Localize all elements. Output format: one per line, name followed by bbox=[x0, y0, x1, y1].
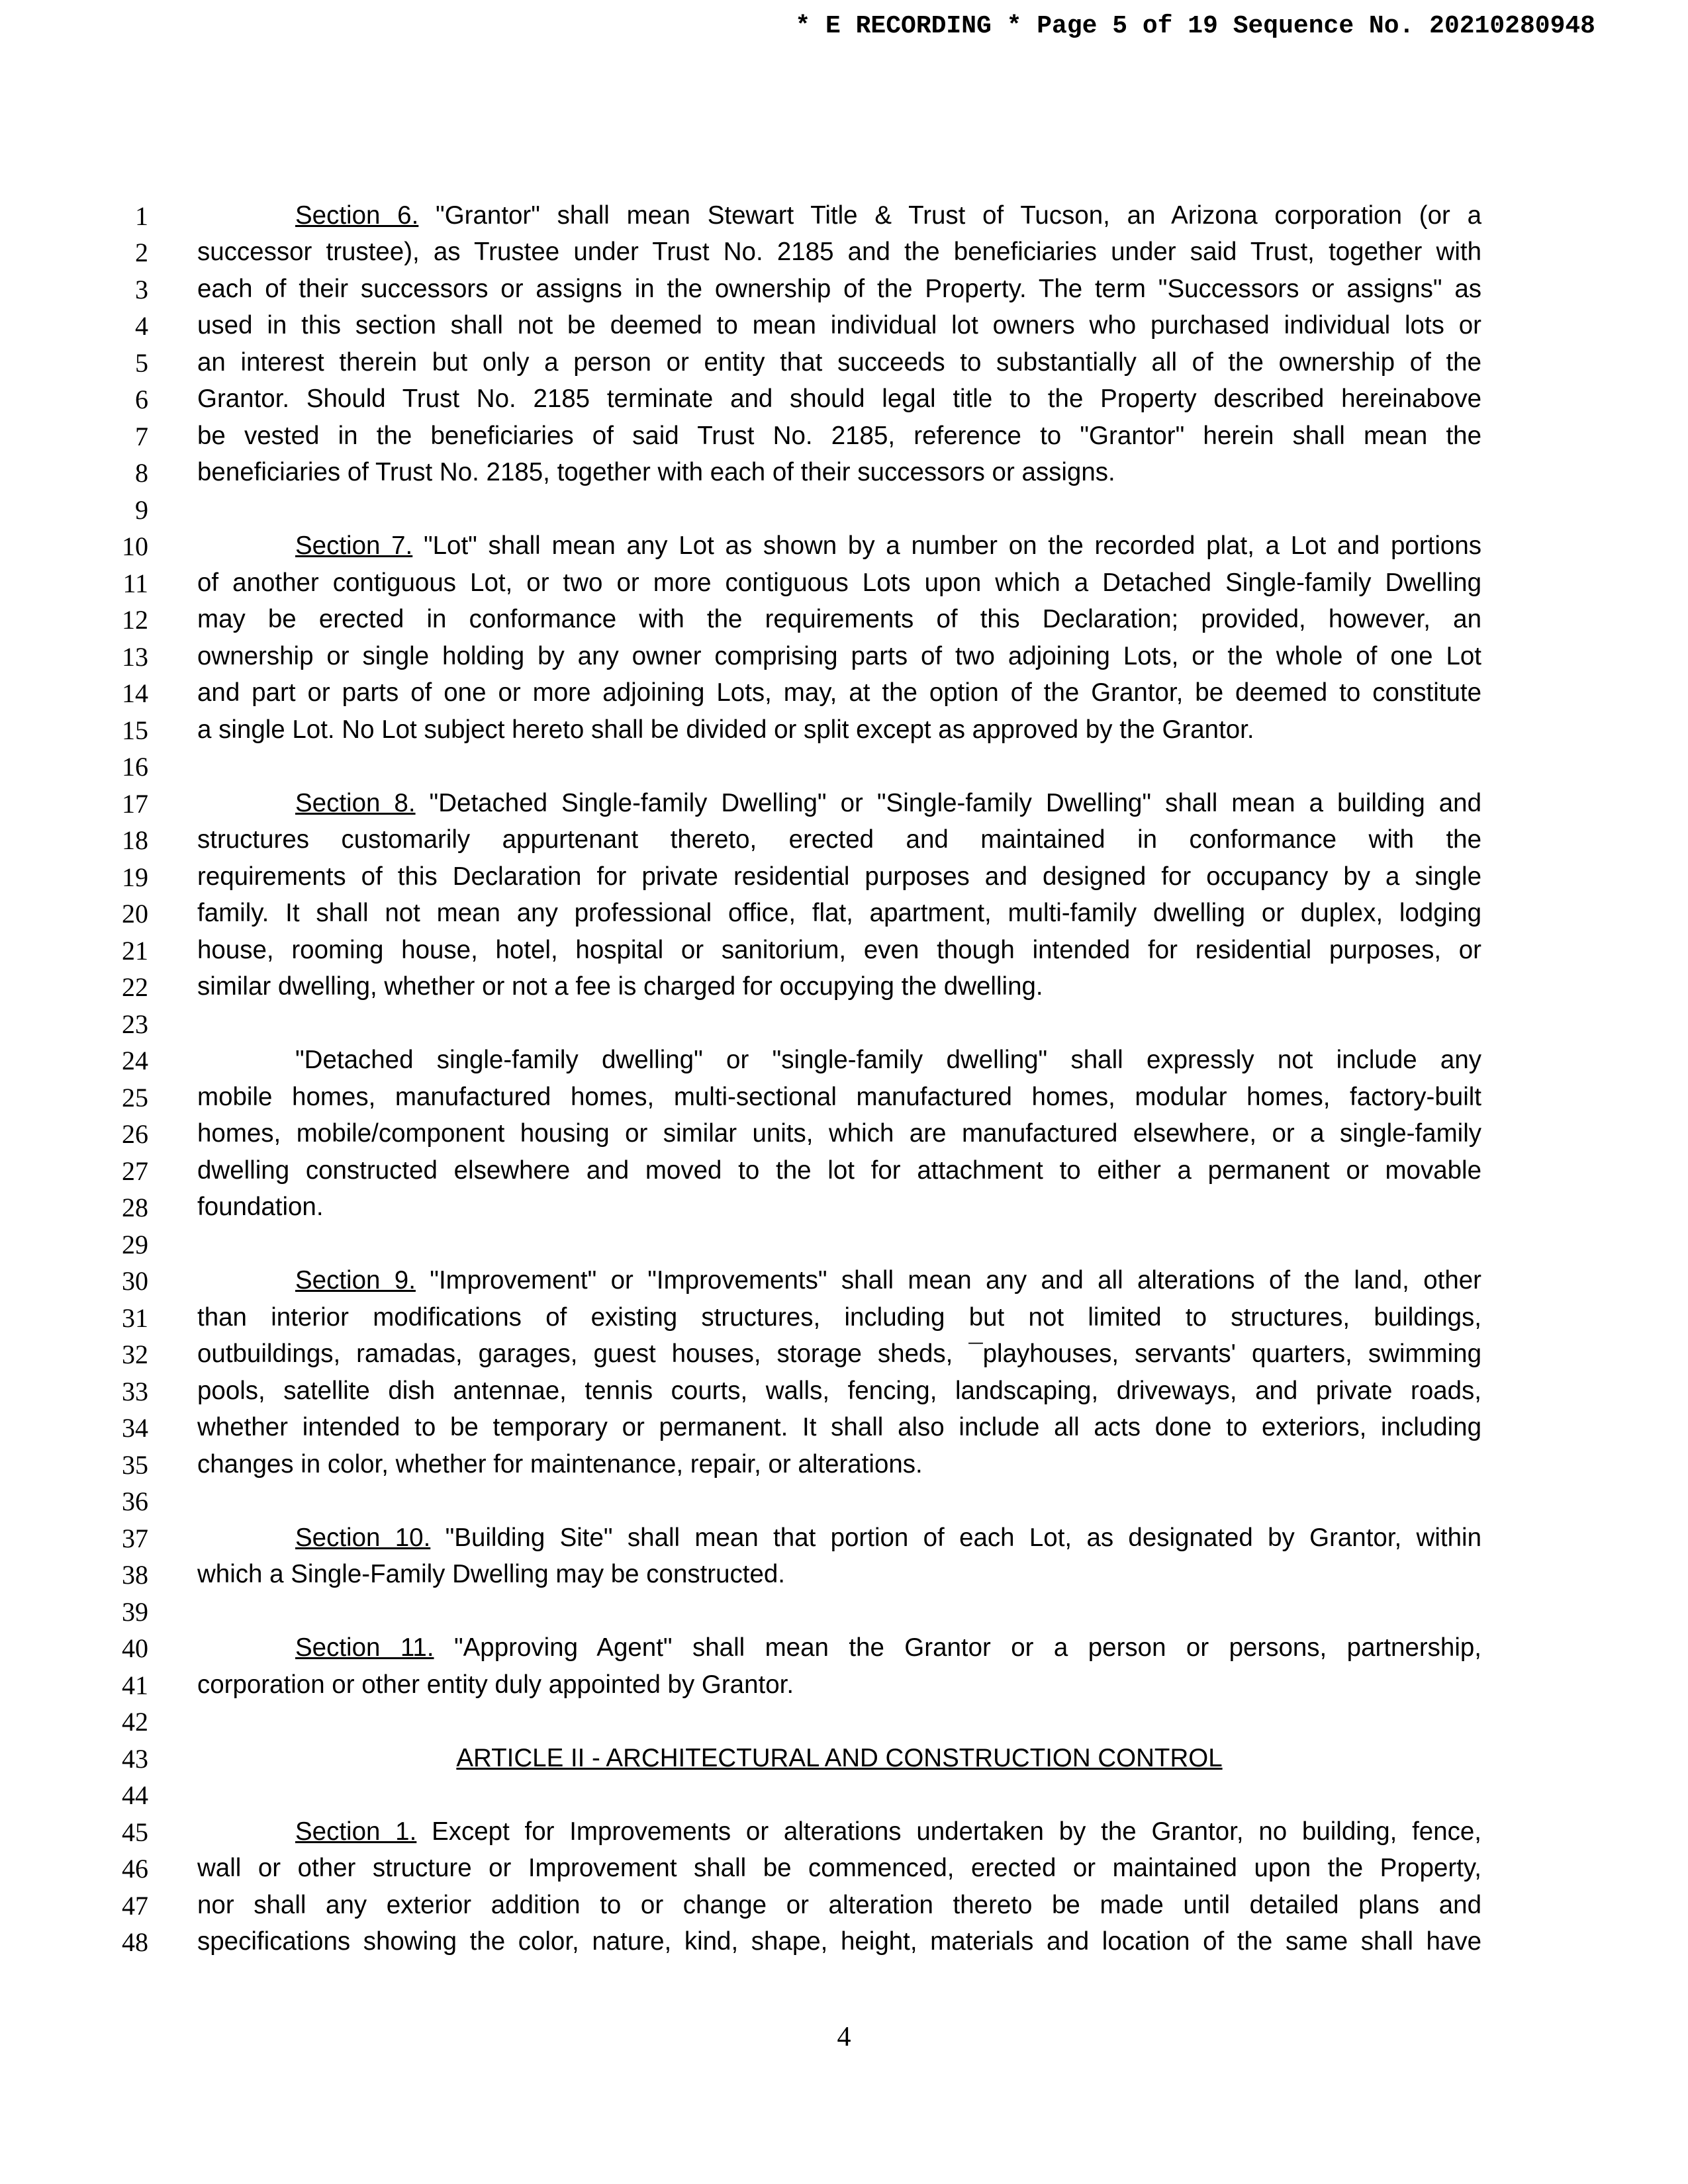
paragraph-line: corporation or other entity duly appointed by Grantor. bbox=[197, 1670, 794, 1699]
line-number: 6 bbox=[135, 385, 148, 414]
section-heading: Section 9. bbox=[295, 1266, 416, 1295]
paragraph-line: outbuildings, ramadas, garages, guest houses, storage sheds, ¯playhouses, servants' quarters, swimming bbox=[197, 1340, 1481, 1368]
line-number: 31 bbox=[122, 1303, 148, 1333]
line-number: 46 bbox=[122, 1854, 148, 1884]
page-number: 4 bbox=[837, 2022, 851, 2052]
line-number: 37 bbox=[122, 1524, 148, 1553]
line-number: 21 bbox=[122, 936, 148, 966]
paragraph-line: similar dwelling, whether or not a fee is charged for occupying the dwelling. bbox=[197, 972, 1043, 1001]
recording-header: * E RECORDING * Page 5 of 19 Sequence No. 20210280948 bbox=[795, 12, 1595, 40]
line-number: 40 bbox=[122, 1633, 148, 1663]
paragraph-line: dwelling constructed elsewhere and moved to the lot for attachment to either a permanent or movable bbox=[197, 1156, 1481, 1185]
line-number: 41 bbox=[122, 1670, 148, 1700]
paragraph-line: which a Single-Family Dwelling may be constructed. bbox=[197, 1560, 786, 1588]
line-number: 12 bbox=[122, 605, 148, 635]
line-number: 23 bbox=[122, 1009, 148, 1039]
line-number: 45 bbox=[122, 1817, 148, 1847]
article-heading: ARTICLE II - ARCHITECTURAL AND CONSTRUCTION CONTROL bbox=[456, 1744, 1223, 1772]
paragraph-line: mobile homes, manufactured homes, multi-sectional manufactured homes, modular homes, factory-built bbox=[197, 1083, 1481, 1111]
line-number: 9 bbox=[135, 495, 148, 525]
paragraph-line: "Detached single-family dwelling" or "single-family dwelling" shall expressly not include any bbox=[295, 1046, 1481, 1074]
paragraph-line: beneficiaries of Trust No. 2185, together with each of their successors or assigns. bbox=[197, 458, 1115, 486]
line-number: 13 bbox=[122, 642, 148, 672]
paragraph-line: ownership or single holding by any owner comprising parts of two adjoining Lots, or the whole of one Lot bbox=[197, 642, 1481, 670]
paragraph-line: may be erected in conformance with the requirements of this Declaration; provided, however, an bbox=[197, 605, 1481, 633]
paragraph-line: wall or other structure or Improvement shall be commenced, erected or maintained upon the Property, bbox=[197, 1854, 1481, 1882]
paragraph-line: each of their successors or assigns in the ownership of the Property. The term "Successors or assigns" as bbox=[197, 275, 1481, 303]
line-number: 20 bbox=[122, 899, 148, 929]
line-number: 47 bbox=[122, 1891, 148, 1921]
paragraph-line: specifications showing the color, nature, kind, shape, height, materials and location of the same shall have bbox=[197, 1927, 1481, 1956]
line-number: 5 bbox=[135, 348, 148, 378]
paragraph-line: Section 11. "Approving Agent" shall mean the Grantor or a person or persons, partnership, bbox=[295, 1633, 1481, 1662]
section-heading: Section 7. bbox=[295, 531, 413, 560]
paragraph-line: nor shall any exterior addition to or change or alteration thereto be made until detailed plans and bbox=[197, 1891, 1481, 1919]
line-number: 34 bbox=[122, 1413, 148, 1443]
section-heading: Section 8. bbox=[295, 789, 416, 817]
line-number: 24 bbox=[122, 1046, 148, 1075]
line-number: 17 bbox=[122, 789, 148, 819]
paragraph-line: foundation. bbox=[197, 1193, 324, 1221]
section-heading: Section 11. bbox=[295, 1633, 434, 1662]
line-number: 18 bbox=[122, 825, 148, 855]
paragraph-line: Section 8. "Detached Single-family Dwelling" or "Single-family Dwelling" shall mean a building and bbox=[295, 789, 1481, 817]
paragraph-line: requirements of this Declaration for private residential purposes and designed for occupancy by a single bbox=[197, 862, 1481, 891]
line-number: 4 bbox=[135, 311, 148, 341]
paragraph-line: Section 7. "Lot" shall mean any Lot as shown by a number on the recorded plat, a Lot and portions bbox=[295, 531, 1481, 560]
line-number: 8 bbox=[135, 458, 148, 488]
section-heading: Section 1. bbox=[295, 1817, 417, 1846]
line-number: 19 bbox=[122, 862, 148, 892]
line-number: 10 bbox=[122, 531, 148, 561]
line-number: 30 bbox=[122, 1266, 148, 1296]
line-number: 33 bbox=[122, 1377, 148, 1406]
line-number: 15 bbox=[122, 715, 148, 745]
paragraph-line: a single Lot. No Lot subject hereto shall be divided or split except as approved by the Grantor. bbox=[197, 715, 1254, 744]
line-number: 29 bbox=[122, 1230, 148, 1259]
paragraph-line: Section 9. "Improvement" or "Improvements" shall mean any and all alterations of the land, other bbox=[295, 1266, 1481, 1295]
line-number: 27 bbox=[122, 1156, 148, 1186]
line-number: 1 bbox=[135, 201, 148, 231]
line-number: 11 bbox=[122, 569, 148, 598]
paragraph-line: structures customarily appurtenant thereto, erected and maintained in conformance with the bbox=[197, 825, 1481, 854]
line-number: 35 bbox=[122, 1450, 148, 1480]
line-number: 3 bbox=[135, 275, 148, 304]
line-number: 32 bbox=[122, 1340, 148, 1369]
paragraph-line: than interior modifications of existing structures, including but not limited to structures, buildings, bbox=[197, 1303, 1481, 1332]
line-number: 39 bbox=[122, 1597, 148, 1627]
line-number: 22 bbox=[122, 972, 148, 1002]
line-number: 25 bbox=[122, 1083, 148, 1113]
paragraph-line: and part or parts of one or more adjoining Lots, may, at the option of the Grantor, be deemed to constitute bbox=[197, 678, 1481, 707]
line-number: 14 bbox=[122, 678, 148, 708]
paragraph-line: homes, mobile/component housing or similar units, which are manufactured elsewhere, or a single-family bbox=[197, 1119, 1481, 1148]
paragraph-line: whether intended to be temporary or permanent. It shall also include all acts done to exteriors, including bbox=[197, 1413, 1481, 1441]
paragraph-line: house, rooming house, hotel, hospital or sanitorium, even though intended for residential purposes, or bbox=[197, 936, 1481, 964]
paragraph-line: successor trustee), as Trustee under Trust No. 2185 and the beneficiaries under said Trust, together with bbox=[197, 238, 1481, 266]
paragraph-line: family. It shall not mean any professional office, flat, apartment, multi-family dwelling or duplex, lodging bbox=[197, 899, 1481, 927]
line-number: 43 bbox=[122, 1744, 148, 1774]
section-heading: Section 6. bbox=[295, 201, 419, 230]
paragraph-line: Section 6. "Grantor" shall mean Stewart Title & Trust of Tucson, an Arizona corporation (or a bbox=[295, 201, 1481, 230]
paragraph-line: used in this section shall not be deemed to mean individual lot owners who purchased individual lots or bbox=[197, 311, 1481, 340]
paragraph-line: changes in color, whether for maintenance, repair, or alterations. bbox=[197, 1450, 923, 1479]
paragraph-line: Section 10. "Building Site" shall mean that portion of each Lot, as designated by Grantor, within bbox=[295, 1524, 1481, 1552]
line-number: 28 bbox=[122, 1193, 148, 1222]
paragraph-line: pools, satellite dish antennae, tennis courts, walls, fencing, landscaping, driveways, and private roads, bbox=[197, 1377, 1481, 1405]
line-number: 26 bbox=[122, 1119, 148, 1149]
paragraph-line: an interest therein but only a person or entity that succeeds to substantially all of the ownership of the bbox=[197, 348, 1481, 377]
line-number: 38 bbox=[122, 1560, 148, 1590]
line-number: 7 bbox=[135, 422, 148, 451]
line-number: 2 bbox=[135, 238, 148, 267]
line-number: 48 bbox=[122, 1927, 148, 1957]
line-number: 44 bbox=[122, 1780, 148, 1810]
paragraph-line: Grantor. Should Trust No. 2185 terminate and should legal title to the Property described hereinabove bbox=[197, 385, 1481, 413]
section-heading: Section 10. bbox=[295, 1524, 431, 1552]
paragraph-line: be vested in the beneficiaries of said Trust No. 2185, reference to "Grantor" herein shall mean the bbox=[197, 422, 1481, 450]
line-number: 42 bbox=[122, 1707, 148, 1737]
line-number: 16 bbox=[122, 752, 148, 782]
paragraph-line: of another contiguous Lot, or two or more contiguous Lots upon which a Detached Single-family Dwelling bbox=[197, 569, 1481, 597]
paragraph-line: Section 1. Except for Improvements or alterations undertaken by the Grantor, no building, fence, bbox=[295, 1817, 1481, 1846]
line-number: 36 bbox=[122, 1486, 148, 1516]
